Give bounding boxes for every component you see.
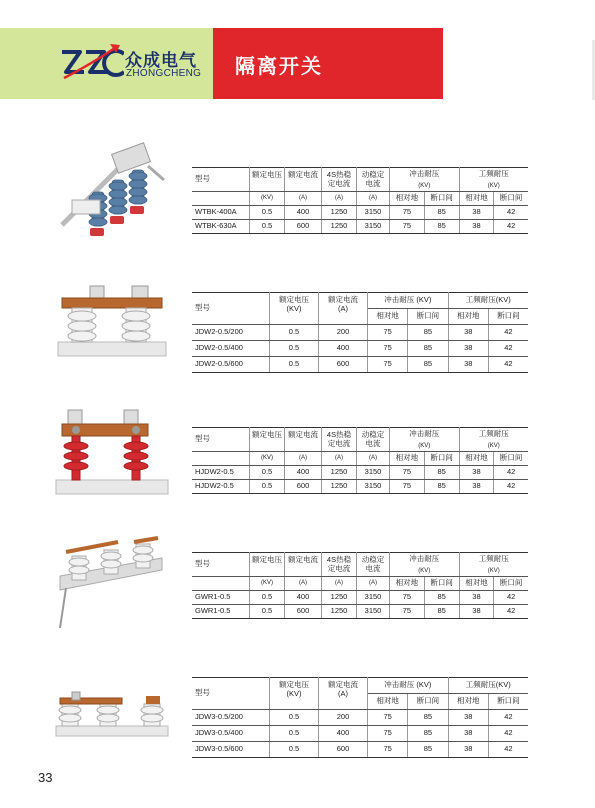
cell: JDW2-0.5/400 xyxy=(192,341,270,357)
col-to-ground: 相对地 xyxy=(390,192,425,206)
cell: 3150 xyxy=(357,480,390,494)
col-to-ground: 相对地 xyxy=(390,452,425,466)
cell: 38 xyxy=(448,726,488,742)
cell: 600 xyxy=(285,605,322,619)
col-power-freq: 工频耐压(KV) xyxy=(448,293,528,309)
header-title-panel xyxy=(213,28,443,99)
cell: 75 xyxy=(368,357,408,373)
cell: 85 xyxy=(424,466,459,480)
cell: 85 xyxy=(424,480,459,494)
col-model: 型号 xyxy=(192,553,250,577)
col-thermal: 4S热稳定电流 xyxy=(322,168,357,192)
col-rated-current xyxy=(319,293,368,325)
cell: 1250 xyxy=(322,466,357,480)
col-power-freq: 工频耐压(KV) xyxy=(448,678,528,694)
page-title: 隔离开关 xyxy=(235,54,323,78)
cell: 85 xyxy=(424,206,459,220)
cell: 38 xyxy=(459,591,494,605)
unit-impulse: (KV) xyxy=(390,442,460,452)
col-to-ground: 相对地 xyxy=(459,452,494,466)
cell: 3150 xyxy=(357,591,390,605)
unit-rated-current: (A) xyxy=(285,577,322,591)
cell: 75 xyxy=(390,480,425,494)
cell: HJDW2-0.5 xyxy=(192,480,250,494)
col-rated-voltage: 额定电压 xyxy=(250,428,285,452)
table-row xyxy=(192,605,528,619)
cell: 0.5 xyxy=(250,480,285,494)
cell: 0.5 xyxy=(270,726,319,742)
col-dynamic: 动稳定电流 xyxy=(357,168,390,192)
col-impulse: 冲击耐压 xyxy=(390,428,460,442)
table-row xyxy=(192,710,528,726)
table-row xyxy=(192,357,528,373)
col-model: 型号 xyxy=(192,168,250,192)
cell: 0.5 xyxy=(250,605,285,619)
spec-table-wtbk xyxy=(192,167,528,234)
unit-impulse: (KV) xyxy=(390,182,460,192)
col-impulse: 冲击耐压 (KV) xyxy=(368,678,449,694)
col-rated-current-label: 额定电流 xyxy=(328,295,358,304)
cell: 200 xyxy=(319,325,368,341)
unit-power-freq: (KV) xyxy=(459,567,528,577)
col-power-freq: 工频耐压 xyxy=(459,428,528,442)
table-row xyxy=(192,325,528,341)
page-number: 33 xyxy=(38,770,53,785)
unit-rated-current: (A) xyxy=(338,688,348,698)
cell: 75 xyxy=(368,710,408,726)
cell: 600 xyxy=(319,357,368,373)
col-rated-voltage-label: 额定电压 xyxy=(279,680,309,689)
cell: 85 xyxy=(408,325,448,341)
unit-rated-voltage: (KV) xyxy=(286,688,302,698)
col-break: 断口间 xyxy=(494,192,528,206)
unit-rated-voltage: (KV) xyxy=(250,452,285,466)
col-break: 断口间 xyxy=(424,577,459,591)
col-rated-current-label: 额定电流 xyxy=(328,680,358,689)
cell: 3150 xyxy=(357,466,390,480)
col-break: 断口间 xyxy=(488,694,528,710)
logo-chinese-name: 众成电气 xyxy=(125,51,197,71)
cell: 42 xyxy=(494,605,528,619)
col-dynamic: 动稳定电流 xyxy=(357,428,390,452)
cell: 75 xyxy=(368,341,408,357)
cell: 0.5 xyxy=(270,710,319,726)
col-to-ground: 相对地 xyxy=(368,694,408,710)
unit-rated-current: (A) xyxy=(285,452,322,466)
cell: 1250 xyxy=(322,206,357,220)
product-image-jdw3 xyxy=(52,690,172,740)
cell: 85 xyxy=(408,742,448,758)
cell: 0.5 xyxy=(270,742,319,758)
cell: 1250 xyxy=(322,605,357,619)
cell: 38 xyxy=(448,357,488,373)
col-rated-current xyxy=(319,678,368,710)
cell: 42 xyxy=(488,742,528,758)
cell: WTBK-630A xyxy=(192,220,250,234)
cell: 0.5 xyxy=(270,325,319,341)
cell: 38 xyxy=(459,220,494,234)
table-row xyxy=(192,220,528,234)
col-model: 型号 xyxy=(192,293,270,325)
col-rated-current: 额定电流 xyxy=(285,553,322,577)
col-to-ground: 相对地 xyxy=(448,694,488,710)
cell: 38 xyxy=(448,710,488,726)
col-thermal: 4S热稳定电流 xyxy=(322,428,357,452)
cell: GWR1-0.5 xyxy=(192,605,250,619)
cell: 85 xyxy=(424,591,459,605)
col-break: 断口间 xyxy=(488,309,528,325)
col-rated-current: 额定电流 xyxy=(285,428,322,452)
product-image-wtbk xyxy=(52,140,172,250)
cell: 42 xyxy=(488,726,528,742)
unit-dynamic: (A) xyxy=(357,192,390,206)
cell: 3150 xyxy=(357,206,390,220)
col-impulse: 冲击耐压 xyxy=(390,168,460,182)
col-break: 断口间 xyxy=(494,577,528,591)
unit-rated-voltage: (KV) xyxy=(250,577,285,591)
cell: WTBK-400A xyxy=(192,206,250,220)
col-power-freq: 工频耐压 xyxy=(459,553,528,567)
table-row xyxy=(192,341,528,357)
cell: JDW2-0.5/200 xyxy=(192,325,270,341)
product-image-jdw2 xyxy=(52,282,172,362)
cell: 0.5 xyxy=(250,591,285,605)
spec-table-gwr1 xyxy=(192,552,528,619)
cell: 75 xyxy=(368,325,408,341)
col-rated-voltage: 额定电压 xyxy=(250,168,285,192)
col-model: 型号 xyxy=(192,678,270,710)
col-rated-voltage: 额定电压 xyxy=(250,553,285,577)
unit-thermal: (A) xyxy=(322,192,357,206)
col-to-ground: 相对地 xyxy=(448,309,488,325)
cell: 75 xyxy=(368,726,408,742)
col-rated-voltage xyxy=(270,678,319,710)
cell: JDW3-0.5/200 xyxy=(192,710,270,726)
table-row xyxy=(192,206,528,220)
cell: 38 xyxy=(448,742,488,758)
cell: 38 xyxy=(459,206,494,220)
col-break: 断口间 xyxy=(424,192,459,206)
cell: 0.5 xyxy=(250,220,285,234)
cell: JDW2-0.5/600 xyxy=(192,357,270,373)
cell: 400 xyxy=(319,726,368,742)
cell: 85 xyxy=(408,710,448,726)
cell: JDW3-0.5/600 xyxy=(192,742,270,758)
cell: 1250 xyxy=(322,480,357,494)
cell: 600 xyxy=(285,220,322,234)
col-rated-current: 额定电流 xyxy=(285,168,322,192)
cell: 1250 xyxy=(322,591,357,605)
cell: 0.5 xyxy=(270,341,319,357)
cell: 75 xyxy=(390,591,425,605)
cell: 85 xyxy=(408,341,448,357)
unit-impulse: (KV) xyxy=(390,567,460,577)
unit-power-freq: (KV) xyxy=(459,442,528,452)
col-thermal: 4S热稳定电流 xyxy=(322,553,357,577)
cell: 38 xyxy=(459,480,494,494)
unit-rated-current: (A) xyxy=(285,192,322,206)
cell: 400 xyxy=(285,591,322,605)
col-to-ground: 相对地 xyxy=(459,192,494,206)
table-row xyxy=(192,466,528,480)
cell: 400 xyxy=(285,206,322,220)
cell: 0.5 xyxy=(250,466,285,480)
cell: 0.5 xyxy=(250,206,285,220)
col-rated-voltage-label: 额定电压 xyxy=(279,295,309,304)
cell: 75 xyxy=(390,220,425,234)
cell: 42 xyxy=(488,710,528,726)
product-image-hjdw2 xyxy=(52,406,172,496)
table-row xyxy=(192,480,528,494)
col-break: 断口间 xyxy=(408,309,448,325)
cell: 38 xyxy=(459,466,494,480)
col-dynamic: 动稳定电流 xyxy=(357,553,390,577)
cell: JDW3-0.5/400 xyxy=(192,726,270,742)
col-to-ground: 相对地 xyxy=(368,309,408,325)
unit-rated-voltage: (KV) xyxy=(286,303,302,313)
col-impulse: 冲击耐压 (KV) xyxy=(368,293,449,309)
cell: 3150 xyxy=(357,605,390,619)
cell: 600 xyxy=(319,742,368,758)
col-power-freq: 工频耐压 xyxy=(459,168,528,182)
cell: 85 xyxy=(424,605,459,619)
unit-thermal: (A) xyxy=(322,577,357,591)
unit-rated-voltage: (KV) xyxy=(250,192,285,206)
cell: 42 xyxy=(488,341,528,357)
col-impulse: 冲击耐压 xyxy=(390,553,460,567)
spec-table-hjdw2 xyxy=(192,427,528,494)
cell: 200 xyxy=(319,710,368,726)
table-row xyxy=(192,742,528,758)
cell: GWR1-0.5 xyxy=(192,591,250,605)
cell: 400 xyxy=(319,341,368,357)
cell: 85 xyxy=(424,220,459,234)
col-to-ground: 相对地 xyxy=(459,577,494,591)
spec-table-jdw2 xyxy=(192,292,528,373)
cell: 42 xyxy=(494,206,528,220)
col-to-ground: 相对地 xyxy=(390,577,425,591)
unit-power-freq: (KV) xyxy=(459,182,528,192)
table-row xyxy=(192,726,528,742)
cell: 600 xyxy=(285,480,322,494)
unit-dynamic: (A) xyxy=(357,452,390,466)
unit-dynamic: (A) xyxy=(357,577,390,591)
table-row xyxy=(192,591,528,605)
logo-english-name: ZHONGCHENG xyxy=(126,68,202,79)
col-break: 断口间 xyxy=(494,452,528,466)
cell: 38 xyxy=(448,325,488,341)
cell: 42 xyxy=(494,480,528,494)
spec-table-jdw3 xyxy=(192,677,528,758)
cell: 42 xyxy=(488,325,528,341)
cell: 400 xyxy=(285,466,322,480)
product-image-gwr1 xyxy=(52,536,172,630)
cell: 85 xyxy=(408,357,448,373)
col-model: 型号 xyxy=(192,428,250,452)
unit-thermal: (A) xyxy=(322,452,357,466)
cell: 42 xyxy=(494,466,528,480)
cell: 75 xyxy=(390,605,425,619)
col-rated-voltage xyxy=(270,293,319,325)
col-break: 断口间 xyxy=(424,452,459,466)
cell: 75 xyxy=(390,206,425,220)
cell: 85 xyxy=(408,726,448,742)
cell: HJDW2-0.5 xyxy=(192,466,250,480)
cell: 75 xyxy=(390,466,425,480)
zhongcheng-logo-icon xyxy=(58,42,124,84)
cell: 42 xyxy=(494,591,528,605)
cell: 38 xyxy=(459,605,494,619)
cell: 38 xyxy=(448,341,488,357)
cell: 75 xyxy=(368,742,408,758)
unit-rated-current: (A) xyxy=(338,303,348,313)
cell: 42 xyxy=(494,220,528,234)
cell: 42 xyxy=(488,357,528,373)
cell: 3150 xyxy=(357,220,390,234)
col-break: 断口间 xyxy=(408,694,448,710)
cell: 0.5 xyxy=(270,357,319,373)
cell: 1250 xyxy=(322,220,357,234)
